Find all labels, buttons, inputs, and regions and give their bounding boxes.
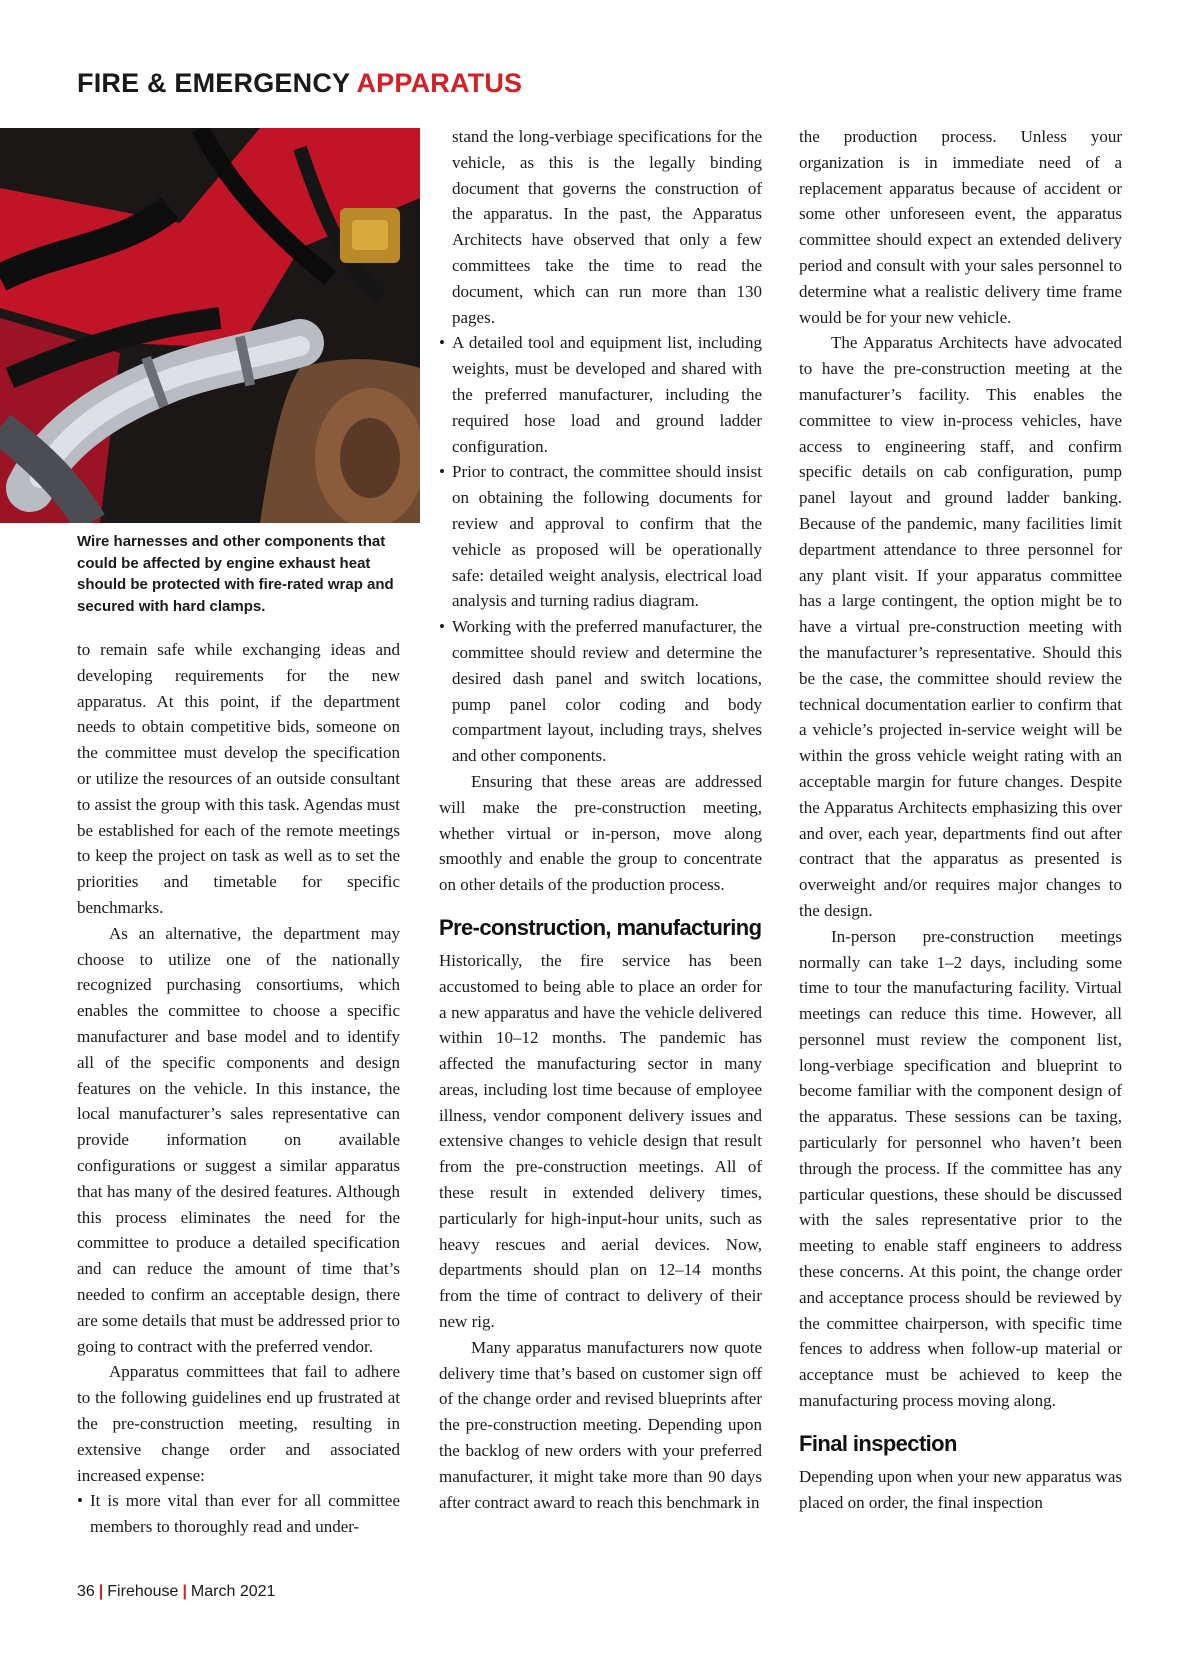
list-item: • It is more vital than ever for all committee members to thoroughly read and under- [77, 1488, 400, 1540]
guidelines-list [77, 1488, 400, 1540]
list-item: • A detailed tool and equipment list, including weights, must be developed and shared with the preferred manufacturer, including the required hose load and ground ladder configuration. [439, 330, 762, 459]
section-header-primary: FIRE & EMERGENCY [77, 68, 350, 98]
body-paragraph: Apparatus committees that fail to adhere to the following guidelines end up frustrated at the pre-construction meeting, resulting in extensive change order and associated increased expense: [77, 1362, 400, 1485]
body-paragraph: As an alternative, the department may choose to utilize one of the nationally recognized purchasing consortiums, which enables the committee to choose a specific manufacturer and base model and to identify all of the specific components and design features on the vehicle. In this instance, the local manufacturer’s sales representative can provide information on available configurations or suggest a similar apparatus that has many of the desired features. Although this process eliminates the need for the committee to produce a detailed specification and can reduce the amount of time that’s needed to confirm an acceptable design, there are some details that must be addressed prior to going to contract with the preferred vendor. [77, 923, 400, 1356]
list-item-text: stand the long-verbiage specifications for the vehicle, as this is the legally binding document that governs the construction of the apparatus. In the past, the Apparatus Architects have observed that only a few committees take the time to read the document, which can run more than 130 pages. [452, 127, 762, 327]
engine-harness-photo [0, 128, 420, 523]
section-heading: Final inspection [799, 1430, 957, 1456]
footer-separator: | [182, 1583, 187, 1600]
footer-separator: | [98, 1583, 104, 1600]
body-paragraph: In-person pre-construction meetings normally can take 1–2 days, including some time to tour the manufacturing facility. Virtual meetings can reduce this time. However, all personnel must review the component list, long-verbiage specification and blueprint to become familiar with the component design of the apparatus. These sessions can be taxing, particularly for personnel who haven’t been through the process. If the committee has any particular questions, these should be discussed with the sales representative prior to the meeting to enable staff engineers to address these concerns. At this point, the change order and acceptance process should be reviewed by the committee chairperson, with specific time fences to address when follow-up material or acceptance must be achieved to keep the manufacturing process moving along. [799, 926, 1122, 1411]
photo-illustration [0, 128, 420, 523]
body-paragraph: Depending upon when your new apparatus was placed on order, the final inspection [799, 1466, 1122, 1512]
magazine-name: Firehouse [107, 1583, 179, 1600]
section-heading: Pre-construction, manufacturing [439, 914, 762, 940]
guidelines-list-continued [439, 124, 762, 769]
body-paragraph: The Apparatus Architects have advocated to have the pre-construction meeting at the manufacturer’s facility. This enables the committee to view in-process vehicles, have access to engineering staff, and confirm specific details on cab configuration, pump panel layout and ground ladder banking. Because of the pandemic, many facilities limit department attendance to three personnel for any plant visit. If your apparatus committee has a large contingent, the option might be to have a virtual pre-construction meeting with the manufacturer’s representative. Should this be the case, the committee should review the technical documentation earlier to confirm that a vehicle’s projected in-service weight will be within the gross vehicle weight rating with an acceptable margin for future changes. Despite the Apparatus Architects emphasizing this over and over, each year, departments find out after contract that the apparatus as presented is overweight and/or requires major changes to the design. [799, 333, 1122, 920]
list-item-continued [439, 124, 762, 330]
list-item: • Prior to contract, the committee should insist on obtaining the following documents for review and approval to confirm that the vehicle as proposed will be operationally safe: detailed weight analysis, electrical load analysis and turning radius diagram. [439, 459, 762, 614]
section-header [77, 68, 522, 99]
page-footer [77, 1583, 275, 1601]
body-paragraph: Ensuring that these areas are addressed will make the pre-construction meeting, whether virtual or in-person, move along smoothly and enable the group to concentrate on other details of the production process. [439, 771, 762, 895]
column-3 [799, 124, 1122, 1515]
section-header-accent: APPARATUS [356, 68, 523, 98]
list-item: • Working with the preferred manufacturer, the committee should review and determine the desired dash panel and switch locations, pump panel color coding and body compartment layout, including trays, shelves and other components. [439, 614, 762, 769]
photo-caption: Wire harnesses and other components that could be affected by engine exhaust heat should be protected with fire-rated wrap and secured with hard clamps. [77, 533, 394, 615]
page-number: 36 [77, 1583, 95, 1600]
column-1 [77, 637, 400, 1540]
body-paragraph: Many apparatus manufacturers now quote delivery time that’s based on customer sign off of the change order and revised blueprints after the pre-construction meeting. Depending upon the backlog of new orders with your preferred manufacturer, it might take more than 90 days after contract award to reach this benchmark in [439, 1337, 762, 1512]
body-paragraph: Historically, the fire service has been accustomed to being able to place an order for a new apparatus and have the vehicle delivered within 10–12 months. The pandemic has affected the manufacturing sector in many areas, including lost time because of employee illness, vendor component delivery issues and extensive changes to vehicle design that result from the pre-construction meetings. All of these result in extended delivery times, particularly for high-input-hour units, such as heavy rescues and aerial devices. Now, departments should plan on 12–14 months from the time of contract to delivery of their new rig. [439, 950, 762, 1332]
body-paragraph: to remain safe while exchanging ideas and developing requirements for the new apparatus. At this point, if the department needs to obtain competitive bids, someone on the committee must develop the specification or utilize the resources of an outside consultant to assist the group with this task. Agendas must be established for each of the remote meetings to keep the project on task as well as to set the priorities and timetable for specific benchmarks. [77, 640, 400, 917]
issue-date: March 2021 [190, 1583, 276, 1600]
body-paragraph: the production process. Unless your organization is in immediate need of a replacement apparatus because of accident or some other unforeseen event, the apparatus committee should expect an extended delivery period and consult with your sales personnel to determine what a realistic delivery time frame would be for your new vehicle. [799, 127, 1122, 327]
column-2 [439, 124, 762, 1515]
